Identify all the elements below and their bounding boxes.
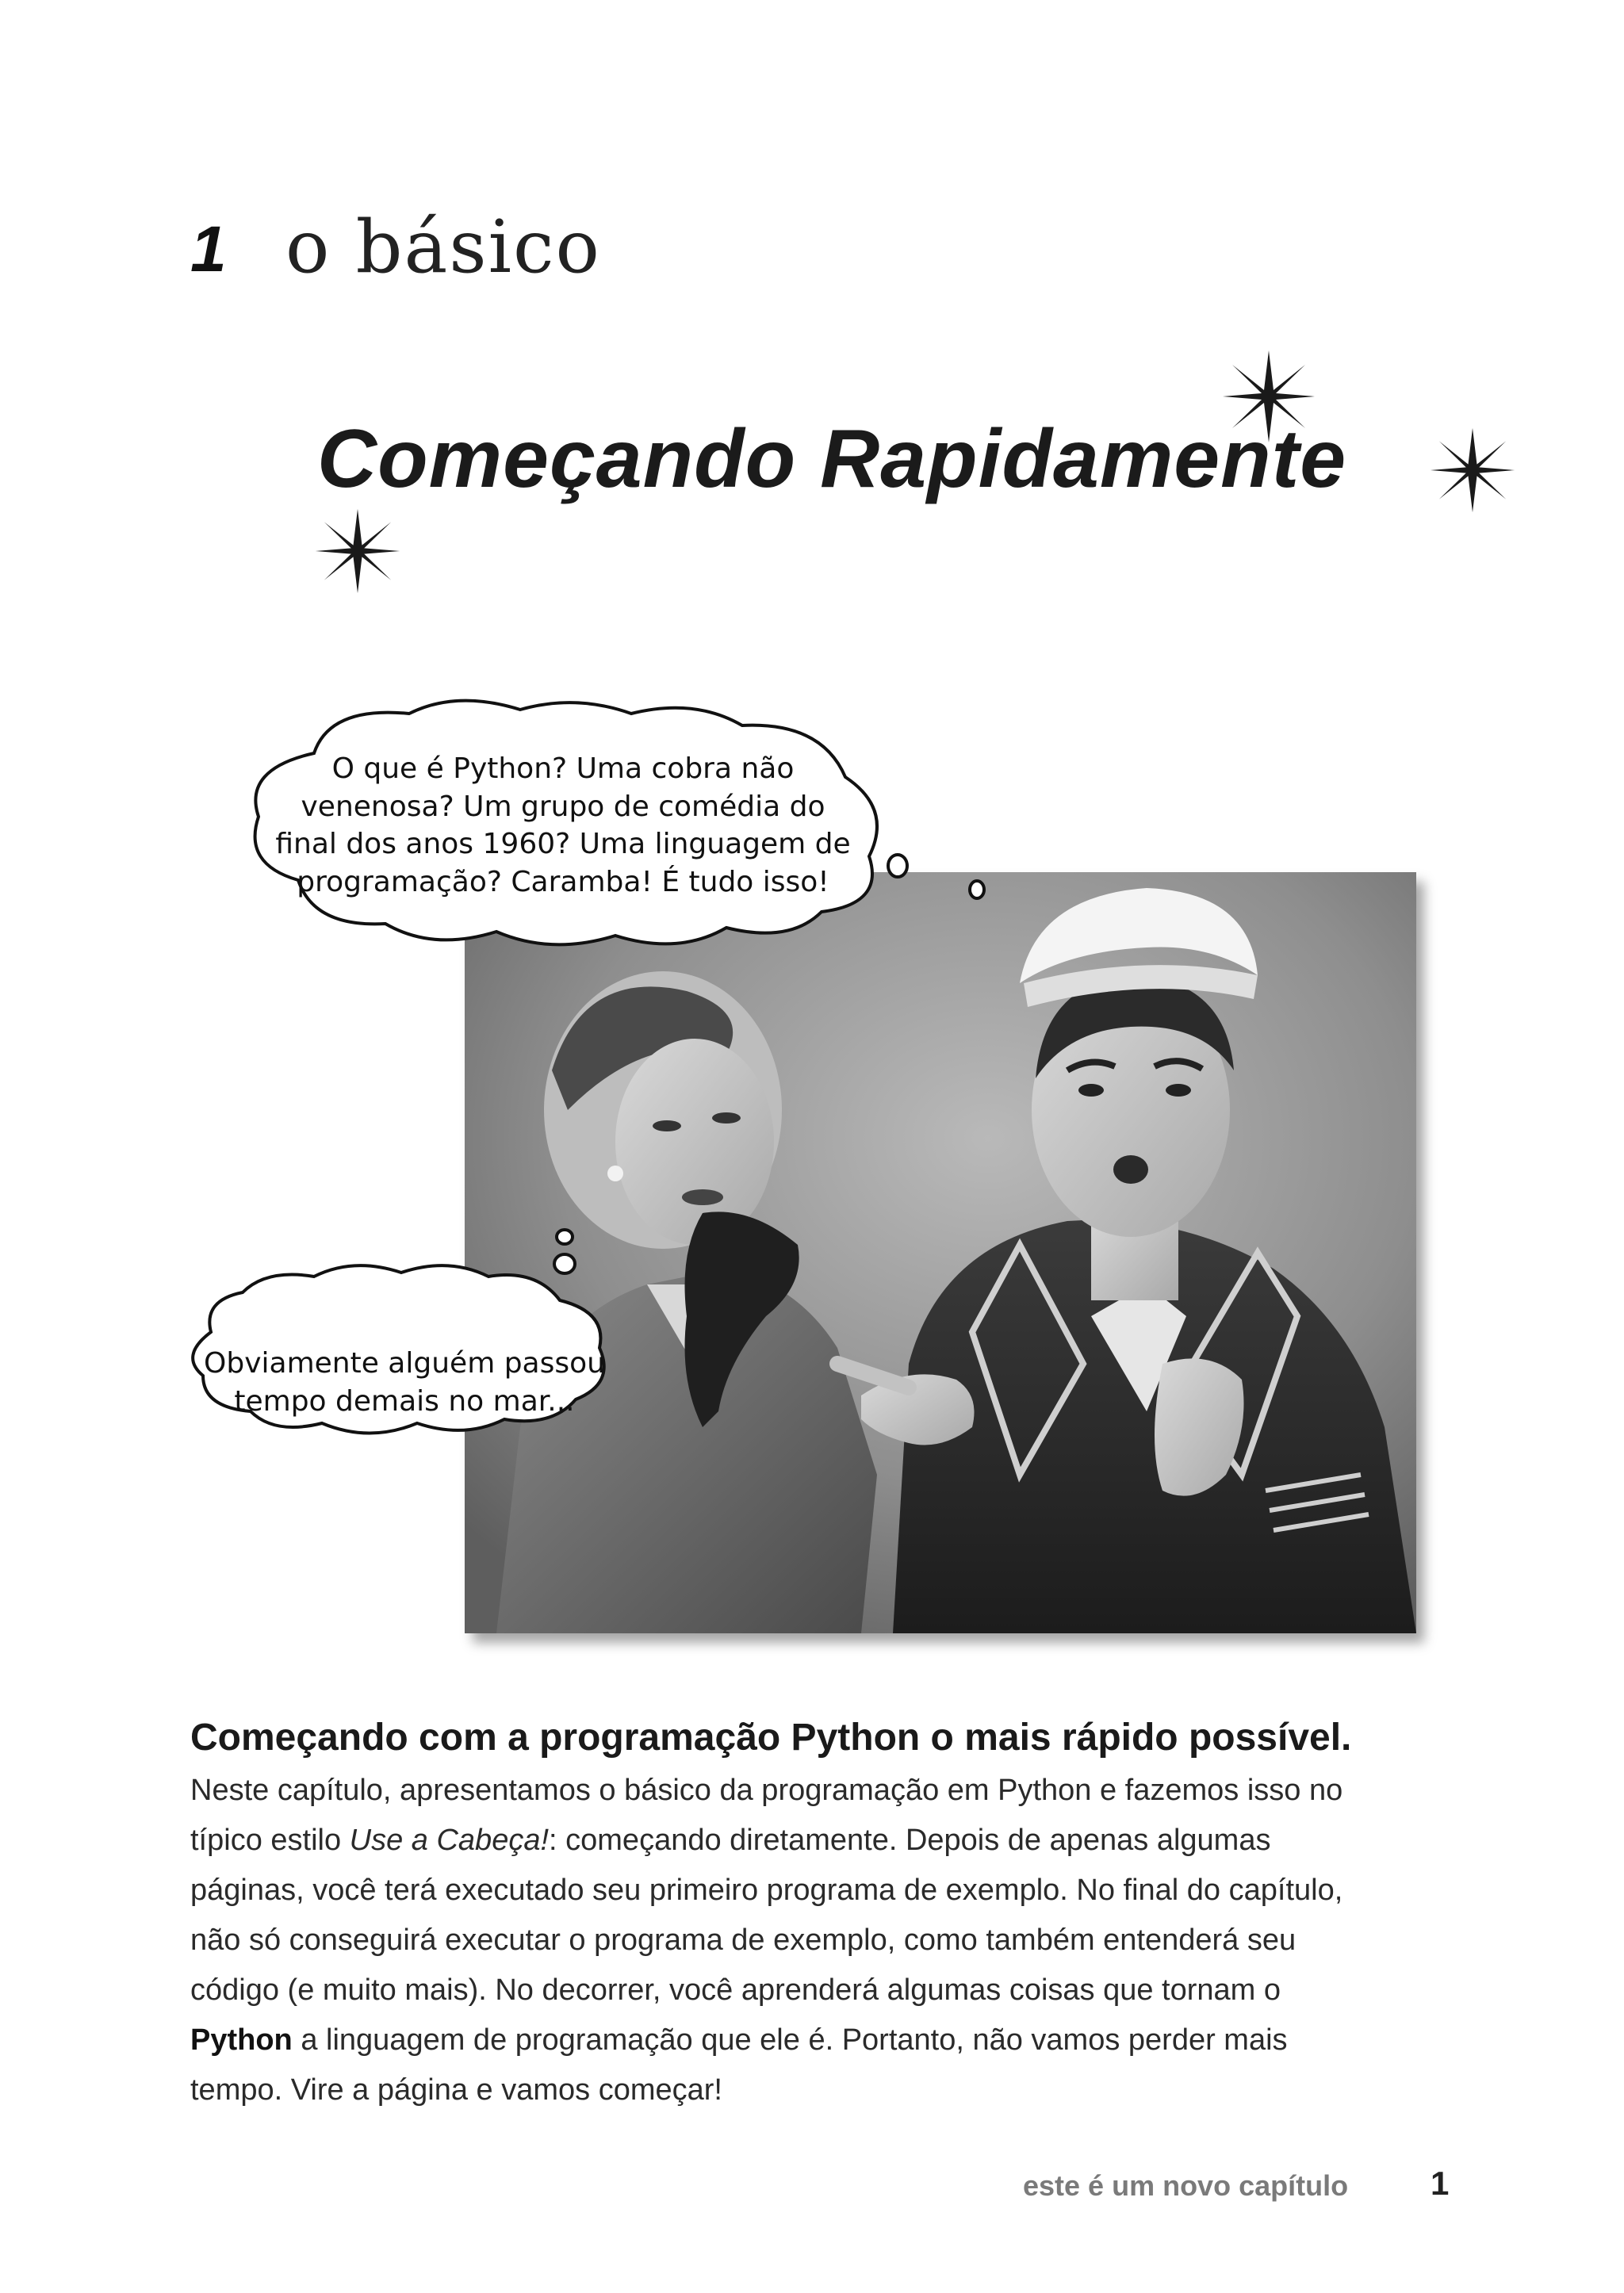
- thought-bubble-bottom-text: Obviamente alguém passou tempo demais no mar...: [204, 1347, 605, 1418]
- sparkle-icon: [314, 507, 401, 595]
- footer-text: este é um novo capítulo: [1023, 2169, 1349, 2202]
- chapter-name: o básico: [285, 205, 601, 289]
- intro-text-1: Neste capítulo, apresentamos o básico da programação em Python e fazemos isso no típico estilo: [190, 1774, 1343, 1857]
- intro-lead: Começando com a programação Python o mais rápido possível.: [190, 1717, 1352, 1759]
- thought-bubble-top-text: O que é Python? Uma cobra não venenosa? Um grupo de comédia do final dos anos 1960? Uma linguagem de programação? Caramba! É tudo isso!: [275, 752, 851, 898]
- intro-paragraph: [190, 1714, 1364, 2115]
- sparkle-icon: [1429, 427, 1516, 514]
- page-number: 1: [1431, 2165, 1450, 2202]
- python-word: Python: [190, 2023, 293, 2057]
- intro-text-3: a linguagem de programação que ele é. Portanto, não vamos perder mais tempo. Vire a página e vamos começar!: [190, 2023, 1288, 2107]
- book-title: Use a Cabeça!: [349, 1824, 550, 1857]
- intro-text-2: : começando diretamente. Depois de apenas algumas páginas, você terá executado seu primeiro programa de exemplo. No final do capítulo, não só conseguirá executar o programa de exemplo, como também entenderá seu código (e muito mais). No decorrer, você aprenderá algumas coisas que tornam o: [190, 1824, 1343, 2007]
- chapter-title: Começando Rapidamente: [317, 413, 1347, 505]
- chapter-number: 1: [190, 213, 227, 285]
